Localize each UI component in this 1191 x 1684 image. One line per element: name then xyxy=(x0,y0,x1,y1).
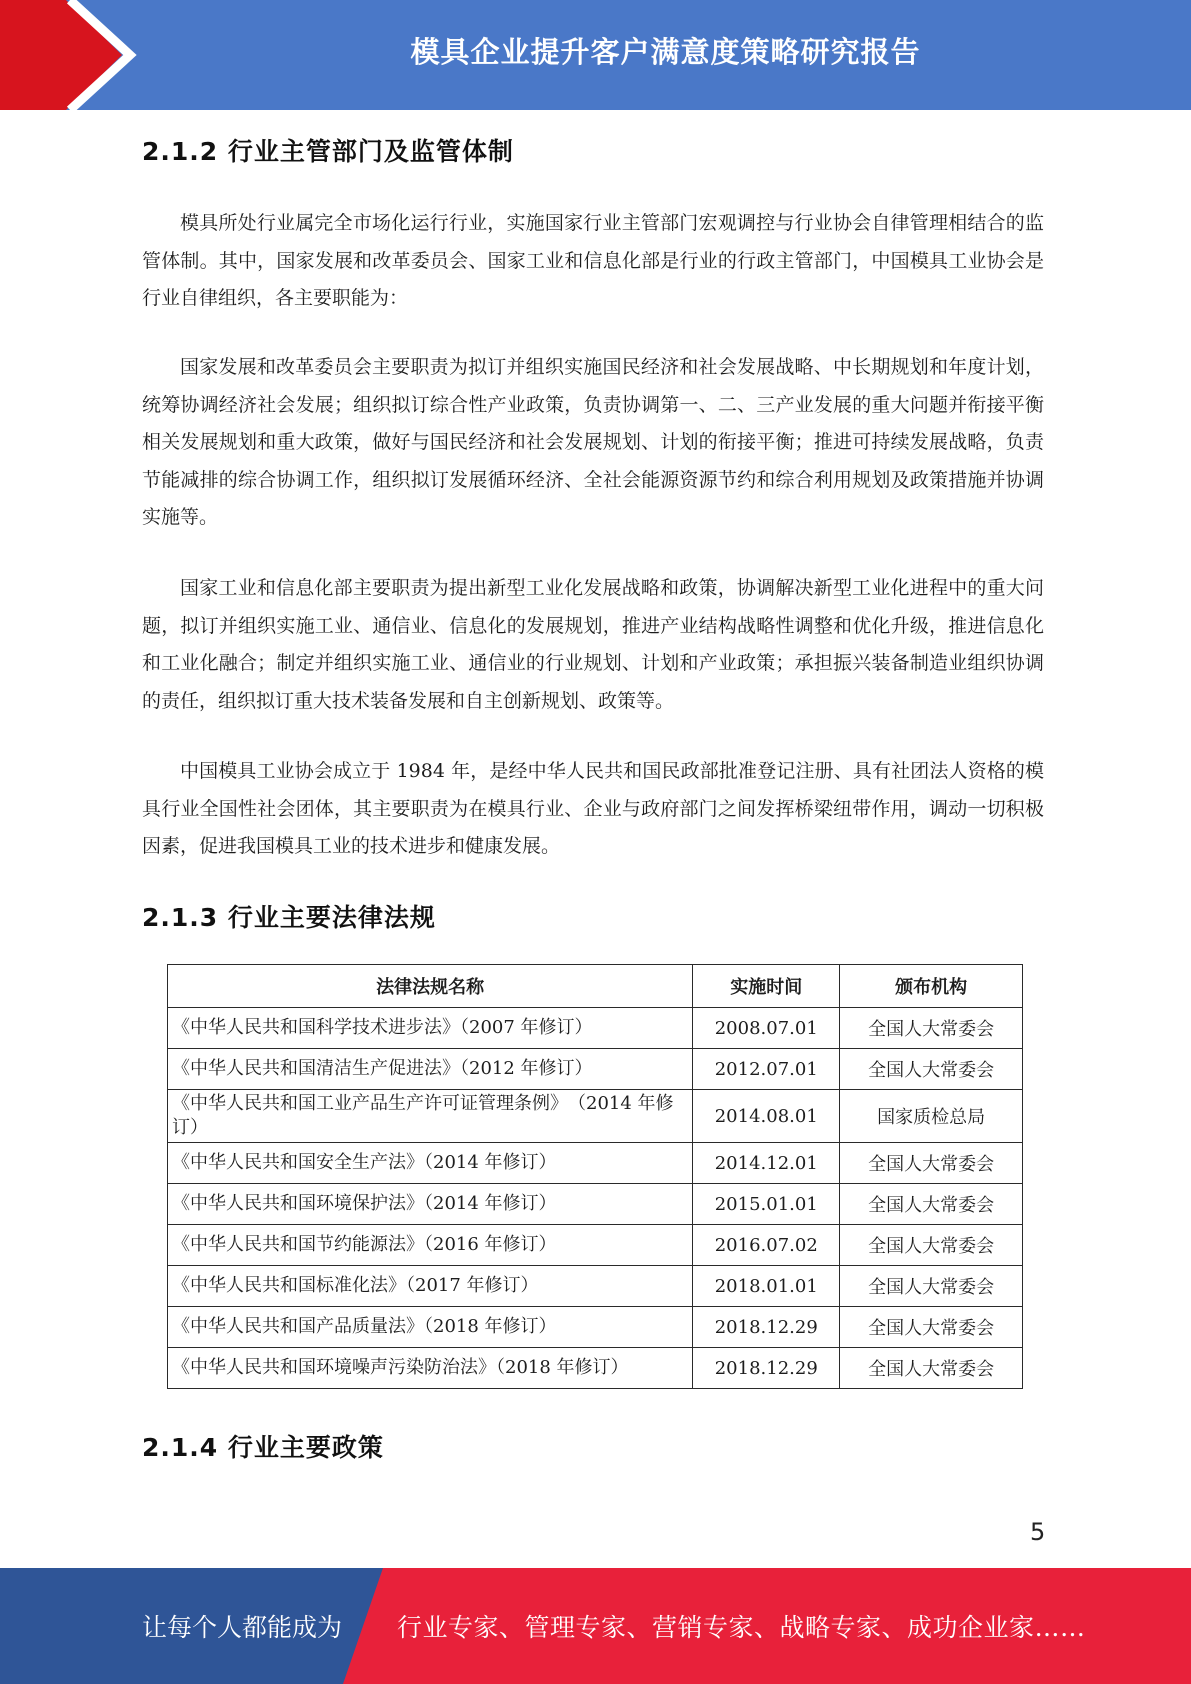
table-row xyxy=(168,1008,1023,1049)
page-number: 5 xyxy=(1030,1518,1046,1546)
table-row xyxy=(168,1184,1023,1225)
table-row xyxy=(168,1266,1023,1307)
paragraph-ndrc: 国家发展和改革委员会主要职责为拟订并组织实施国民经济和社会发展战略、中长期规划和年度计划，统筹协调经济社会发展；组织拟订综合性产业政策，负责协调第一、二、三产业发展的重大问题并衔接平衡相关发展规划和重大政策，做好与国民经济和社会发展规划、计划的衔接平衡；推进可持续发展战略，负责节能减排的综合协调工作，组织拟订发展循环经济、全社会能源资源节约和综合利用规划及政策措施并协调实施等。 xyxy=(142,356,1044,528)
footer-banner xyxy=(0,1568,1191,1684)
footer-slogan-left: 让每个人都能成为 xyxy=(142,1613,343,1642)
issuing-body-cell: 全国人大常委会 xyxy=(840,1184,1023,1225)
law-name-cell: 《中华人民共和国节约能源法》（2016 年修订） xyxy=(168,1225,693,1266)
column-header-issuing-body: 颁布机构 xyxy=(840,965,1023,1008)
laws-table xyxy=(167,964,1023,1389)
table-header-row xyxy=(168,965,1023,1008)
law-name-cell: 《中华人民共和国清洁生产促进法》（2012 年修订） xyxy=(168,1049,693,1090)
law-name-cell: 《中华人民共和国标准化法》（2017 年修订） xyxy=(168,1266,693,1307)
issuing-body-cell: 全国人大常委会 xyxy=(840,1266,1023,1307)
issuing-body-cell: 全国人大常委会 xyxy=(840,1307,1023,1348)
issuing-body-cell: 全国人大常委会 xyxy=(840,1008,1023,1049)
issuing-body-cell: 全国人大常委会 xyxy=(840,1143,1023,1184)
issuing-body-cell: 全国人大常委会 xyxy=(840,1348,1023,1389)
law-name-cell: 《中华人民共和国环境保护法》（2014 年修订） xyxy=(168,1184,693,1225)
table-row xyxy=(168,1090,1023,1143)
effective-date-cell: 2018.01.01 xyxy=(693,1266,840,1307)
table-row xyxy=(168,1307,1023,1348)
effective-date-cell: 2012.07.01 xyxy=(693,1049,840,1090)
header-banner xyxy=(0,0,1191,110)
paragraph-mould-association: 中国模具工业协会成立于 1984 年，是经中华人民共和国民政部批准登记注册、具有社团法人资格的模具行业全国性社会团体，其主要职责为在模具行业、企业与政府部门之间发挥桥梁纽带作用，调动一切积极因素，促进我国模具工业的技术进步和健康发展。 xyxy=(142,760,1044,857)
table-row xyxy=(168,1225,1023,1266)
table-row xyxy=(168,1143,1023,1184)
law-name-cell: 《中华人民共和国科学技术进步法》（2007 年修订） xyxy=(168,1008,693,1049)
law-name-cell: 《中华人民共和国环境噪声污染防治法》（2018 年修订） xyxy=(168,1348,693,1389)
section-heading-2-1-3: 2.1.3 行业主要法律法规 xyxy=(142,903,436,932)
effective-date-cell: 2016.07.02 xyxy=(693,1225,840,1266)
paragraph-overview: 模具所处行业属完全市场化运行行业，实施国家行业主管部门宏观调控与行业协会自律管理相结合的监管体制。其中，国家发展和改革委员会、国家工业和信息化部是行业的行政主管部门，中国模具工业协会是行业自律组织，各主要职能为： xyxy=(142,212,1044,309)
report-title: 模具企业提升客户满意度策略研究报告 xyxy=(410,34,921,69)
effective-date-cell: 2018.12.29 xyxy=(693,1307,840,1348)
effective-date-cell: 2018.12.29 xyxy=(693,1348,840,1389)
effective-date-cell: 2014.08.01 xyxy=(693,1090,840,1143)
section-heading-2-1-4: 2.1.4 行业主要政策 xyxy=(142,1433,384,1462)
footer-slogan-right: 行业专家、管理专家、营销专家、战略专家、成功企业家…… xyxy=(397,1613,1086,1642)
column-header-effective-date: 实施时间 xyxy=(693,965,840,1008)
issuing-body-cell: 国家质检总局 xyxy=(840,1090,1023,1143)
issuing-body-cell: 全国人大常委会 xyxy=(840,1225,1023,1266)
table-row xyxy=(168,1049,1023,1090)
law-name-cell: 《中华人民共和国安全生产法》（2014 年修订） xyxy=(168,1143,693,1184)
law-name-cell: 《中华人民共和国工业产品生产许可证管理条例》 （2014 年修订） xyxy=(168,1090,693,1143)
table-row xyxy=(168,1348,1023,1389)
law-name-cell: 《中华人民共和国产品质量法》（2018 年修订） xyxy=(168,1307,693,1348)
effective-date-cell: 2015.01.01 xyxy=(693,1184,840,1225)
effective-date-cell: 2014.12.01 xyxy=(693,1143,840,1184)
paragraph-miit: 国家工业和信息化部主要职责为提出新型工业化发展战略和政策，协调解决新型工业化进程中的重大问题，拟订并组织实施工业、通信业、信息化的发展规划，推进产业结构战略性调整和优化升级，推进信息化和工业化融合；制定并组织实施工业、通信业的行业规划、计划和产业政策；承担振兴装备制造业组织协调的责任，组织拟订重大技术装备发展和自主创新规划、政策等。 xyxy=(142,577,1044,712)
section-heading-2-1-2: 2.1.2 行业主管部门及监管体制 xyxy=(142,137,514,166)
column-header-law-name: 法律法规名称 xyxy=(168,965,693,1008)
effective-date-cell: 2008.07.01 xyxy=(693,1008,840,1049)
issuing-body-cell: 全国人大常委会 xyxy=(840,1049,1023,1090)
